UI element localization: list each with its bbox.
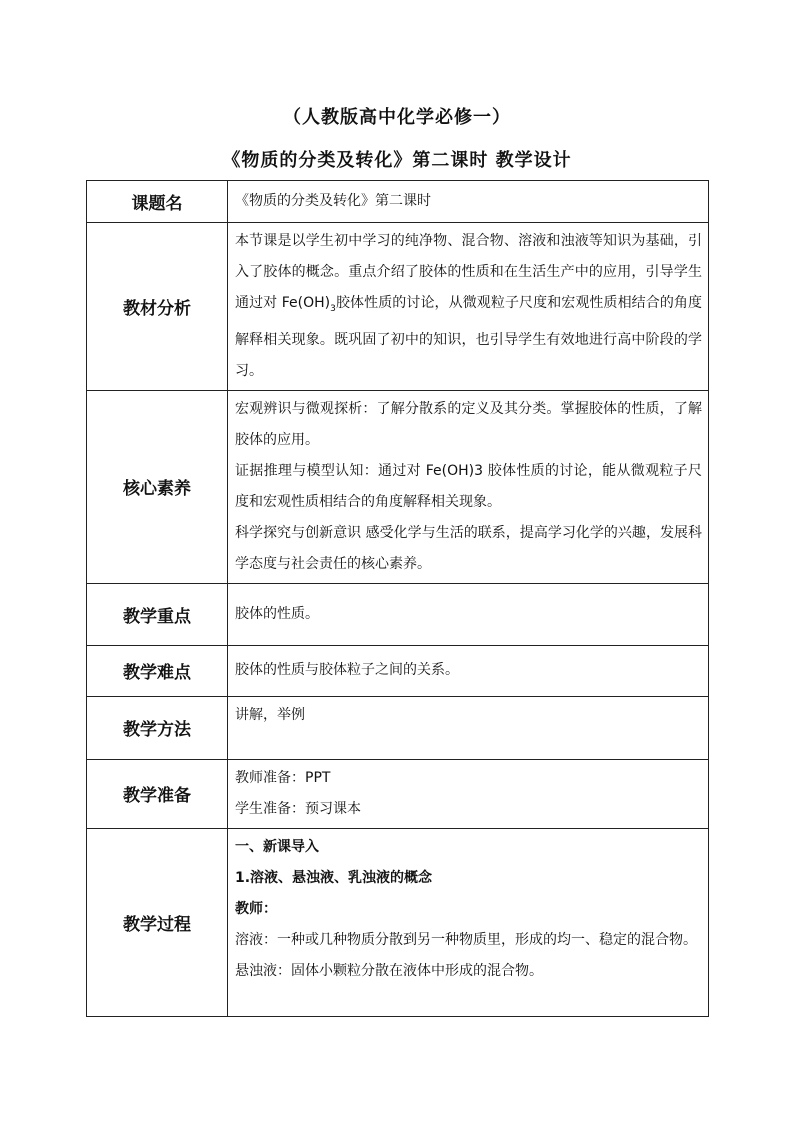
row-label-preparation: 教学准备 <box>87 759 228 828</box>
process-speaker: 教师： <box>235 900 277 917</box>
literacy-paragraph-1: 宏观辨识与微观探析：了解分散系的定义及其分类。掌握胶体的性质，了解胶体的应用。 <box>235 400 702 448</box>
table-row-analysis <box>87 223 709 391</box>
row-value-preparation <box>228 759 709 828</box>
table-row-literacy <box>87 390 709 583</box>
row-value-difficulty: 胶体的性质与胶体粒子之间的关系。 <box>228 645 709 696</box>
analysis-subscript: 3 <box>330 303 336 314</box>
table-row-key-point <box>87 583 709 645</box>
preparation-teacher: 教师准备：PPT <box>235 769 331 786</box>
row-label-topic: 课题名 <box>87 181 228 223</box>
row-value-analysis <box>228 223 709 391</box>
row-label-difficulty: 教学难点 <box>87 645 228 696</box>
literacy-paragraph-2: 证据推理与模型认知：通过对 Fe(OH)3 胶体性质的讨论，能从微观粒子尺度和宏观性质相结合的角度解释相关现象。 <box>235 462 702 510</box>
analysis-text-part2: 胶体性质的讨论，从微观粒子尺度和宏观性质相结合的角度解释相关现象。既巩固了初中的知识，也引导学生有效地进行高中阶段的学习。 <box>235 295 703 379</box>
table-row-preparation <box>87 759 709 828</box>
document-subtitle: （人教版高中化学必修一） <box>283 107 511 128</box>
literacy-paragraph-3: 科学探究与创新意识 感受化学与生活的联系，提高学习化学的兴趣，发展科学态度与社会责任的核心素养。 <box>235 524 702 572</box>
table-row-method <box>87 696 709 759</box>
row-value-key-point: 胶体的性质。 <box>228 583 709 645</box>
document-title: 《物质的分类及转化》第二课时 教学设计 <box>222 150 572 171</box>
row-value-process <box>228 828 709 1016</box>
row-label-literacy: 核心素养 <box>87 390 228 583</box>
analysis-text-part1: 本节课是以学生初中学习的纯净物、混合物、溶液和浊液等知识为基础，引入了胶体的概念。重点介绍了胶体的性质和在生活生产中的应用，引导学生通过对 Fe(OH) <box>235 233 702 311</box>
process-subsection-heading: 1.溶液、悬浊液、乳浊液的概念 <box>235 869 433 886</box>
process-solution-definition: 溶液：一种或几种物质分散到另一种物质里，形成的均一、稳定的混合物。 <box>235 931 697 948</box>
lesson-plan-table <box>86 180 709 1017</box>
process-section-heading: 一、新课导入 <box>235 838 319 855</box>
row-value-literacy <box>228 390 709 583</box>
table-row-topic <box>87 181 709 223</box>
row-label-process: 教学过程 <box>87 828 228 1016</box>
process-suspension-definition: 悬浊液：固体小颗粒分散在液体中形成的混合物。 <box>235 962 543 979</box>
table-row-difficulty <box>87 645 709 696</box>
row-value-method: 讲解，举例 <box>228 696 709 759</box>
row-label-analysis: 教材分析 <box>87 223 228 391</box>
preparation-student: 学生准备：预习课本 <box>235 800 361 817</box>
row-label-key-point: 教学重点 <box>87 583 228 645</box>
row-value-topic: 《物质的分类及转化》第二课时 <box>228 181 709 223</box>
row-label-method: 教学方法 <box>87 696 228 759</box>
table-row-process <box>87 828 709 1016</box>
